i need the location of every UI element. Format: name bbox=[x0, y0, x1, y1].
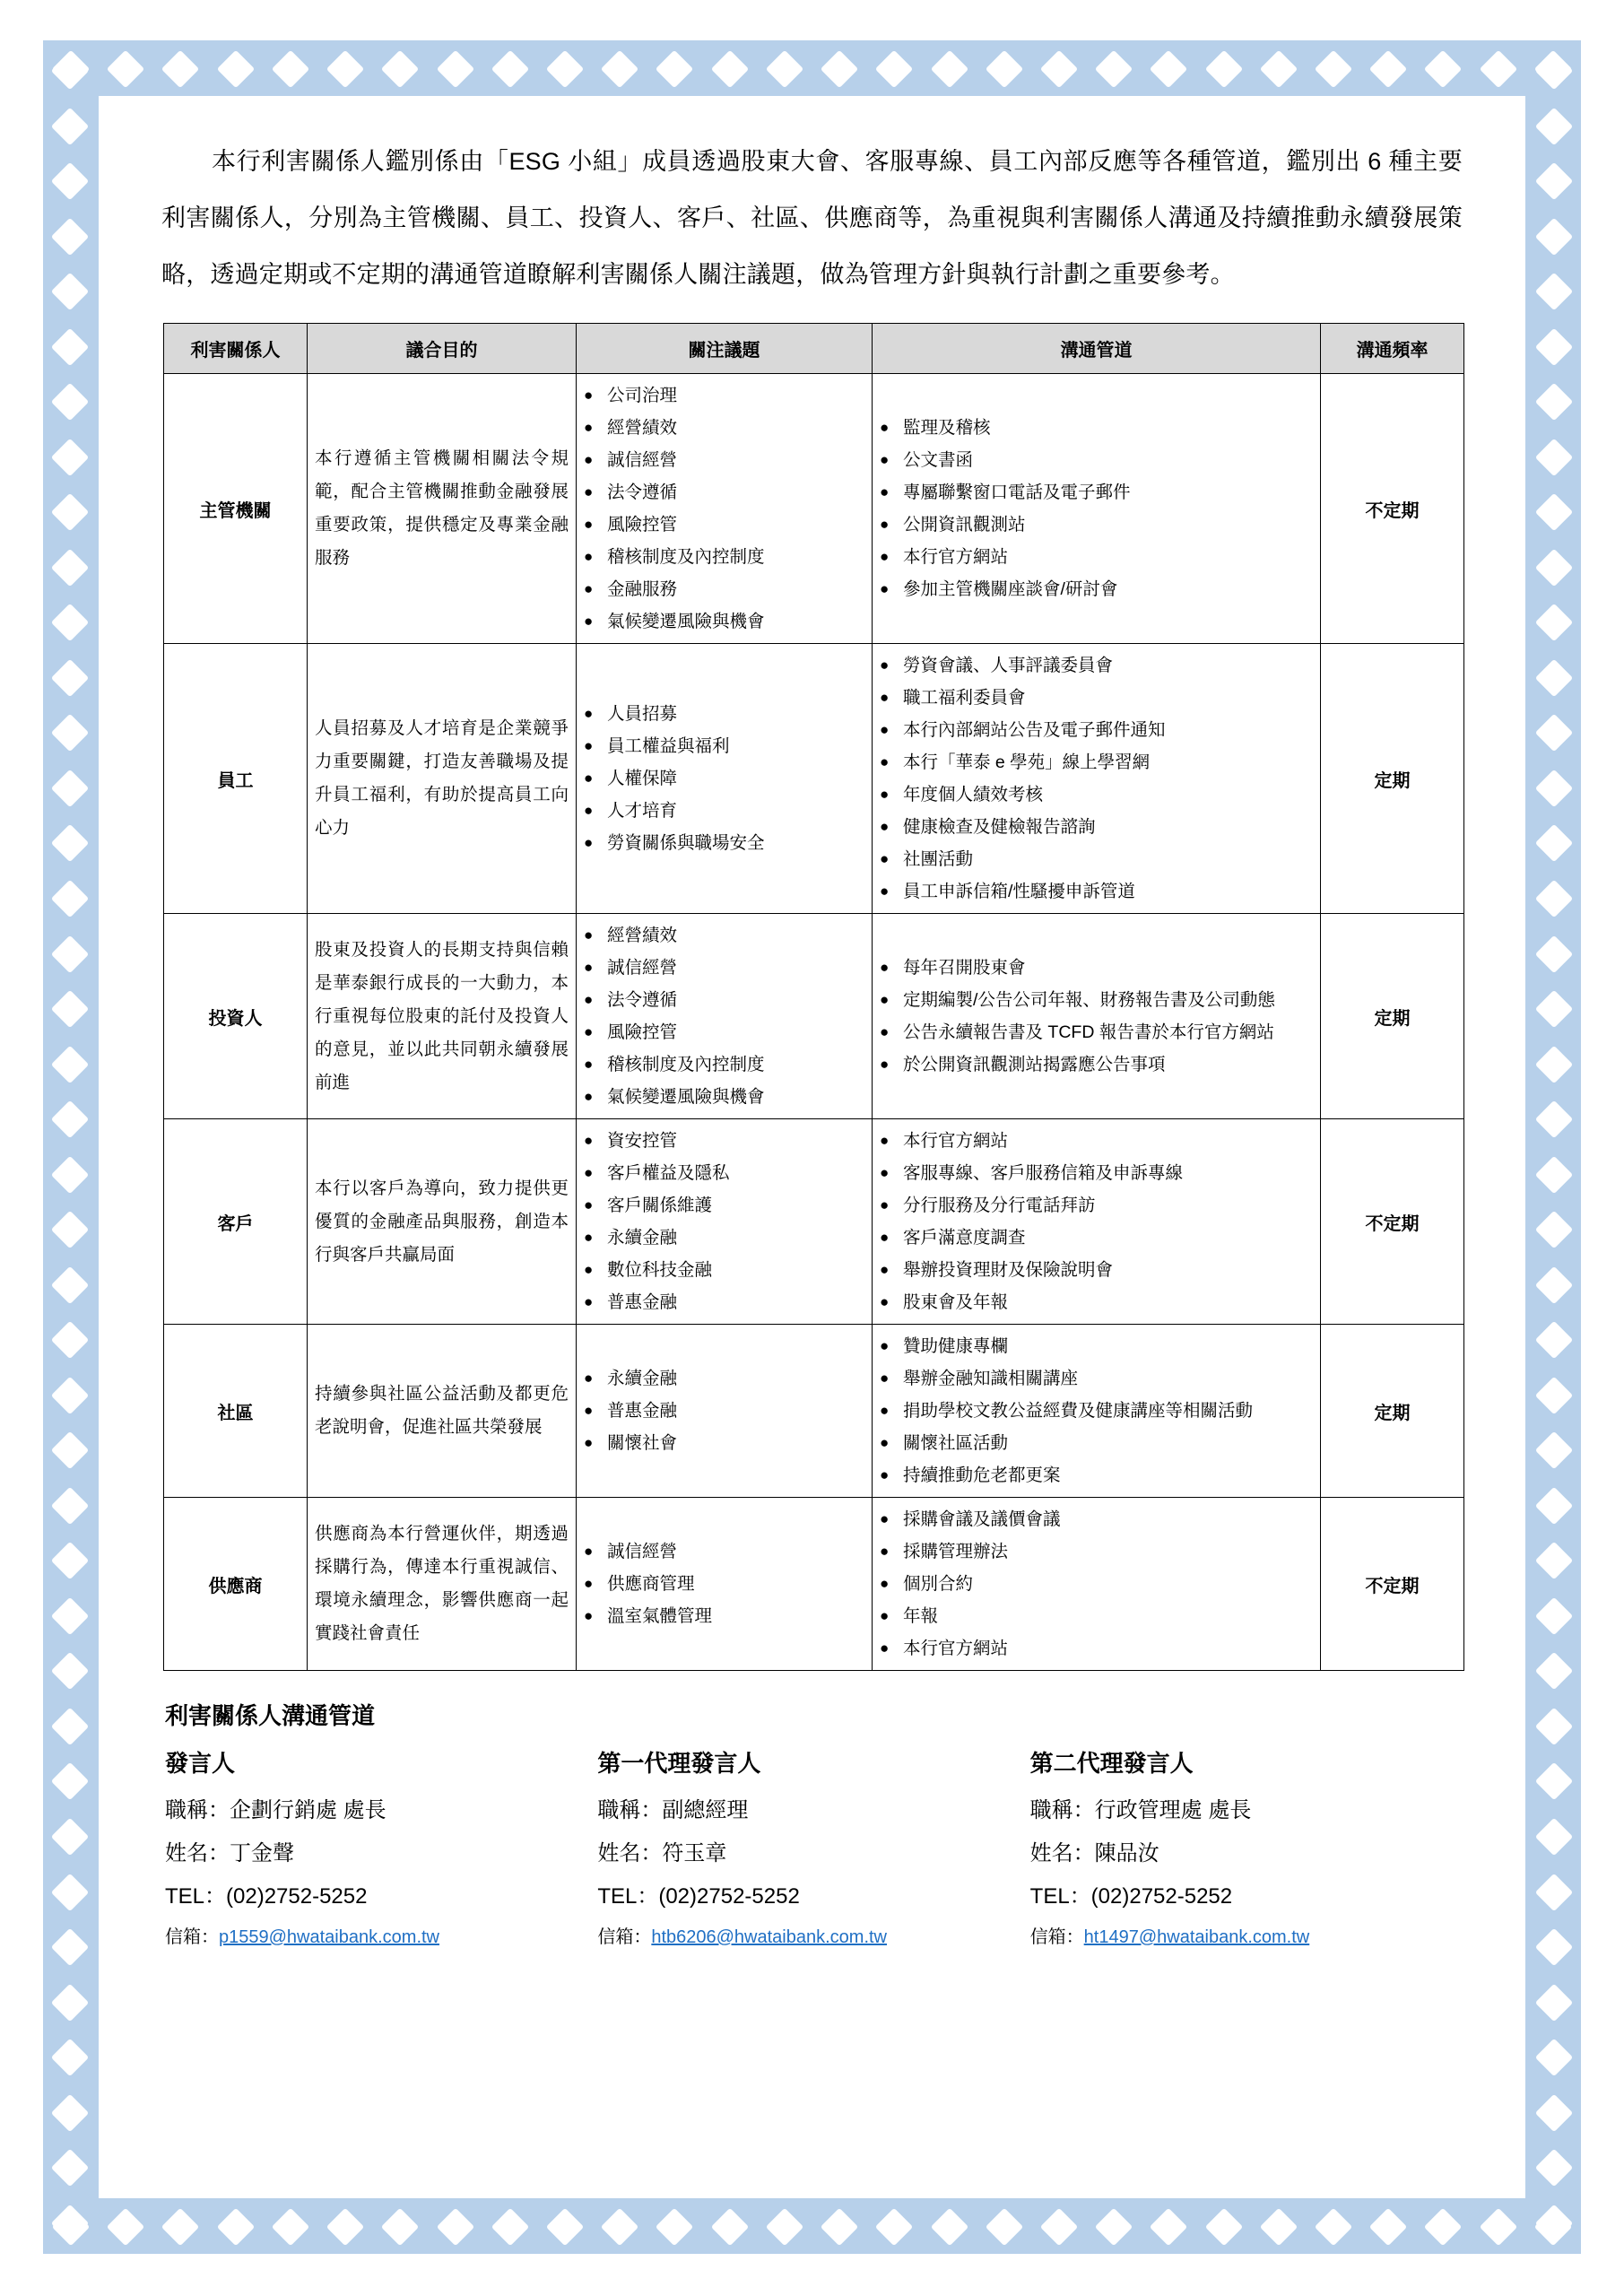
diamond-motif bbox=[1535, 1762, 1573, 1800]
diamond-motif bbox=[1535, 1377, 1573, 1414]
diamond-motif bbox=[326, 50, 364, 88]
list-item: ● 贊助健康專欄 bbox=[880, 1330, 1313, 1362]
diamond-motif bbox=[1204, 50, 1242, 88]
list-item: ● 股東會及年報 bbox=[880, 1286, 1313, 1318]
diamond-motif bbox=[381, 2208, 419, 2246]
diamond-motif bbox=[51, 2039, 89, 2076]
diamond-motif bbox=[1535, 770, 1573, 807]
list-item: ● 本行官方網站 bbox=[880, 1632, 1313, 1665]
cell-purpose: 人員招募及人才培育是企業競爭力重要關鍵，打造友善職場及提升員工福利，有助於提高員工向心力 bbox=[308, 644, 577, 914]
list-item: ● 供應商管理 bbox=[584, 1568, 864, 1600]
column-header-stakeholder: 利害關係人 bbox=[164, 324, 308, 374]
diamond-motif bbox=[51, 824, 89, 862]
list-item: ● 持續推動危老都更案 bbox=[880, 1459, 1313, 1492]
diamond-motif bbox=[51, 1265, 89, 1303]
diamond-motif bbox=[216, 50, 254, 88]
diamond-motif bbox=[161, 2208, 199, 2246]
cell-purpose: 股東及投資人的長期支持與信賴是華泰銀行成長的一大動力，本行重視每位股東的託付及投資人的意見，並以此共同朝永續發展前進 bbox=[308, 914, 577, 1119]
diamond-motif bbox=[51, 714, 89, 752]
diamond-motif bbox=[1479, 2208, 1516, 2246]
contact-block bbox=[597, 1745, 1029, 1956]
diamond-motif bbox=[51, 604, 89, 641]
cell-topics bbox=[577, 1498, 873, 1671]
list-item: ● 公告永續報告書及 TCFD 報告書於本行官方網站 bbox=[880, 1016, 1313, 1048]
diamond-motif bbox=[51, 1708, 89, 1745]
contacts-list bbox=[165, 1745, 1463, 1956]
diamond-motif bbox=[51, 549, 89, 587]
table-body bbox=[164, 374, 1464, 1671]
diamond-motif bbox=[1095, 50, 1133, 88]
list-item: ● 客戶滿意度調查 bbox=[880, 1222, 1313, 1254]
diamond-motif bbox=[1535, 2039, 1573, 2076]
list-item: ● 關懷社區活動 bbox=[880, 1427, 1313, 1459]
diamond-motif bbox=[710, 2208, 748, 2246]
diamond-motif bbox=[1535, 1597, 1573, 1635]
diamond-motif bbox=[1040, 50, 1078, 88]
table-header-row bbox=[164, 324, 1464, 374]
cell-stakeholder: 投資人 bbox=[164, 914, 308, 1119]
diamond-motif bbox=[51, 1321, 89, 1359]
diamond-pattern-top bbox=[52, 55, 1572, 83]
list-item: ● 年報 bbox=[880, 1600, 1313, 1632]
diamond-motif bbox=[1535, 217, 1573, 255]
list-item: ● 永續金融 bbox=[584, 1362, 864, 1395]
diamond-motif bbox=[436, 2208, 473, 2246]
cell-channels-list bbox=[880, 412, 1313, 605]
list-item: ● 分行服務及分行電話拜訪 bbox=[880, 1189, 1313, 1222]
diamond-motif bbox=[51, 1377, 89, 1414]
contact-email-row bbox=[597, 1918, 1029, 1956]
cell-channels-list bbox=[880, 649, 1313, 908]
cell-channels bbox=[873, 914, 1321, 1119]
diamond-motif bbox=[821, 50, 858, 88]
contact-role: 第一代理發言人 bbox=[597, 1750, 761, 1777]
table-row bbox=[164, 1498, 1464, 1671]
list-item: ● 金融服務 bbox=[584, 573, 864, 605]
list-item: ● 年度個人績效考核 bbox=[880, 778, 1313, 811]
list-item: ● 法令遵循 bbox=[584, 476, 864, 509]
cell-topics-list bbox=[584, 919, 864, 1113]
list-item: ● 於公開資訊觀測站揭露應公告事項 bbox=[880, 1048, 1313, 1081]
list-item: ● 風險控管 bbox=[584, 509, 864, 541]
diamond-motif bbox=[1260, 50, 1298, 88]
diamond-motif bbox=[51, 52, 89, 90]
diamond-motif bbox=[1535, 880, 1573, 918]
cell-purpose: 本行以客戶為導向，致力提供更優質的金融產品與服務，創造本行與客戶共贏局面 bbox=[308, 1119, 577, 1325]
contact-email-label: 信箱： bbox=[597, 1927, 652, 1947]
diamond-motif bbox=[1535, 439, 1573, 476]
diamond-motif bbox=[930, 2208, 968, 2246]
diamond-motif bbox=[51, 1762, 89, 1800]
contact-name: 姓名：丁金聲 bbox=[165, 1841, 294, 1866]
list-item: ● 法令遵循 bbox=[584, 984, 864, 1016]
cell-topics bbox=[577, 1119, 873, 1325]
diamond-motif bbox=[1535, 824, 1573, 862]
table-row bbox=[164, 644, 1464, 914]
cell-topics bbox=[577, 644, 873, 914]
diamond-motif bbox=[1260, 2208, 1298, 2246]
list-item: ● 個別合約 bbox=[880, 1568, 1313, 1600]
diamond-motif bbox=[1095, 2208, 1133, 2246]
diamond-motif bbox=[656, 50, 693, 88]
list-item: ● 員工權益與福利 bbox=[584, 730, 864, 762]
diamond-motif bbox=[161, 50, 199, 88]
column-header-purpose: 議合目的 bbox=[308, 324, 577, 374]
diamond-motif bbox=[107, 50, 144, 88]
contact-name: 姓名：符玉章 bbox=[597, 1841, 727, 1866]
diamond-motif bbox=[51, 1487, 89, 1525]
contact-name: 姓名：陳品汝 bbox=[1029, 1841, 1159, 1866]
cell-topics-list bbox=[584, 379, 864, 638]
contacts-footer bbox=[161, 1698, 1463, 1956]
diamond-motif bbox=[51, 659, 89, 697]
list-item: ● 勞資會議、人事評議委員會 bbox=[880, 649, 1313, 682]
diamond-motif bbox=[51, 990, 89, 1028]
cell-frequency: 不定期 bbox=[1321, 1498, 1464, 1671]
list-item: ● 監理及稽核 bbox=[880, 412, 1313, 444]
list-item: ● 數位科技金融 bbox=[584, 1254, 864, 1286]
list-item: ● 專屬聯繫窗口電話及電子郵件 bbox=[880, 476, 1313, 509]
diamond-pattern-bottom bbox=[52, 2213, 1572, 2241]
list-item: ● 普惠金融 bbox=[584, 1286, 864, 1318]
list-item: ● 社團活動 bbox=[880, 843, 1313, 875]
diamond-motif bbox=[272, 2208, 309, 2246]
diamond-motif bbox=[1424, 50, 1462, 88]
diamond-motif bbox=[1535, 1818, 1573, 1856]
diamond-motif bbox=[1535, 1155, 1573, 1193]
cell-topics-list bbox=[584, 1125, 864, 1318]
cell-channels bbox=[873, 1119, 1321, 1325]
contact-block bbox=[1030, 1745, 1463, 1956]
contact-email-row bbox=[165, 1918, 597, 1956]
diamond-motif bbox=[51, 770, 89, 807]
contact-email-label: 信箱： bbox=[165, 1927, 219, 1947]
diamond-motif bbox=[1535, 327, 1573, 365]
list-item: ● 勞資關係與職場安全 bbox=[584, 827, 864, 859]
footer-title: 利害關係人溝通管道 bbox=[165, 1702, 376, 1729]
diamond-motif bbox=[1150, 2208, 1187, 2246]
diamond-motif bbox=[1535, 162, 1573, 200]
column-header-topics: 關注議題 bbox=[577, 324, 873, 374]
diamond-motif bbox=[1535, 604, 1573, 641]
cell-topics-list bbox=[584, 1535, 864, 1632]
cell-stakeholder: 主管機關 bbox=[164, 374, 308, 644]
diamond-motif bbox=[51, 1431, 89, 1469]
diamond-motif bbox=[1535, 714, 1573, 752]
list-item: ● 稽核制度及內控制度 bbox=[584, 1048, 864, 1081]
diamond-motif bbox=[1535, 1431, 1573, 1469]
diamond-motif bbox=[51, 162, 89, 200]
cell-stakeholder: 社區 bbox=[164, 1325, 308, 1498]
diamond-motif bbox=[1535, 659, 1573, 697]
list-item: ● 客戶關係維護 bbox=[584, 1189, 864, 1222]
contact-tel: TEL：(02)2752-5252 bbox=[1029, 1884, 1233, 1909]
diamond-pattern-left bbox=[56, 52, 84, 2242]
list-item: ● 人員招募 bbox=[584, 698, 864, 730]
diamond-motif bbox=[1535, 1100, 1573, 1138]
diamond-motif bbox=[601, 2208, 638, 2246]
diamond-motif bbox=[51, 1818, 89, 1856]
contact-email-row bbox=[1030, 1918, 1463, 1956]
diamond-motif bbox=[1535, 2205, 1573, 2242]
diamond-motif bbox=[1369, 2208, 1407, 2246]
cell-channels-list bbox=[880, 1330, 1313, 1492]
diamond-motif bbox=[381, 50, 419, 88]
diamond-motif bbox=[51, 2149, 89, 2187]
diamond-motif bbox=[1204, 2208, 1242, 2246]
diamond-motif bbox=[51, 1983, 89, 2021]
diamond-motif bbox=[51, 493, 89, 531]
cell-topics bbox=[577, 374, 873, 644]
list-item: ● 資安控管 bbox=[584, 1125, 864, 1157]
diamond-motif bbox=[1424, 2208, 1462, 2246]
diamond-motif bbox=[107, 2208, 144, 2246]
diamond-motif bbox=[272, 50, 309, 88]
diamond-motif bbox=[51, 2205, 89, 2242]
contact-role: 發言人 bbox=[165, 1750, 236, 1777]
list-item: ● 氣候變遷風險與機會 bbox=[584, 605, 864, 638]
cell-topics-list bbox=[584, 698, 864, 859]
list-item: ● 誠信經營 bbox=[584, 1535, 864, 1568]
diamond-motif bbox=[1535, 990, 1573, 1028]
list-item: ● 參加主管機關座談會/研討會 bbox=[880, 573, 1313, 605]
table-row bbox=[164, 374, 1464, 644]
contact-role: 第二代理發言人 bbox=[1029, 1750, 1194, 1777]
contact-job-title: 職稱：副總經理 bbox=[597, 1798, 749, 1822]
diamond-motif bbox=[930, 50, 968, 88]
cell-stakeholder: 員工 bbox=[164, 644, 308, 914]
contact-job-title: 職稱：企劃行銷處 處長 bbox=[165, 1798, 386, 1822]
diamond-motif bbox=[51, 1542, 89, 1579]
diamond-motif bbox=[656, 2208, 693, 2246]
diamond-motif bbox=[875, 50, 913, 88]
diamond-motif bbox=[51, 1597, 89, 1635]
diamond-motif bbox=[51, 935, 89, 972]
diamond-motif bbox=[1535, 1211, 1573, 1248]
list-item: ● 客服專線、客戶服務信箱及申訴專線 bbox=[880, 1157, 1313, 1189]
column-header-channels: 溝通管道 bbox=[873, 324, 1321, 374]
diamond-motif bbox=[216, 2208, 254, 2246]
diamond-motif bbox=[1535, 1321, 1573, 1359]
diamond-motif bbox=[51, 1928, 89, 1966]
cell-purpose: 供應商為本行營運伙伴，期透過採購行為，傳達本行重視誠信、環境永續理念，影響供應商一起實踐社會責任 bbox=[308, 1498, 577, 1671]
list-item: ● 關懷社會 bbox=[584, 1427, 864, 1459]
diamond-motif bbox=[51, 273, 89, 310]
contact-email-link[interactable]: p1559@hwataibank.com.tw bbox=[219, 1927, 439, 1947]
list-item: ● 定期編製/公告公司年報、財務報告書及公司動態 bbox=[880, 984, 1313, 1016]
list-item: ● 誠信經營 bbox=[584, 444, 864, 476]
diamond-motif bbox=[51, 1155, 89, 1193]
diamond-motif bbox=[1535, 549, 1573, 587]
diamond-motif bbox=[491, 50, 529, 88]
diamond-motif bbox=[1535, 1542, 1573, 1579]
diamond-motif bbox=[51, 383, 89, 421]
diamond-motif bbox=[51, 1652, 89, 1690]
list-item: ● 溫室氣體管理 bbox=[584, 1600, 864, 1632]
diamond-motif bbox=[1535, 1652, 1573, 1690]
cell-channels-list bbox=[880, 1503, 1313, 1665]
list-item: ● 本行「華泰 e 學苑」線上學習網 bbox=[880, 746, 1313, 778]
intro-paragraph: 本行利害關係人鑑別係由「ESG 小組」成員透過股東大會、客服專線、員工內部反應等各種管道，鑑別出 6 種主要利害關係人，分別為主管機關、員工、投資人、客戶、社區、供應商等，為重視與利害關係人溝通及持續推動永續發展策略，透過定期或不定期的溝通管道瞭解利害關係人關注議題，做為管理方針與執行計劃之重要參考。 bbox=[161, 148, 1463, 288]
stakeholder-engagement-table bbox=[163, 323, 1464, 1671]
cell-topics-list bbox=[584, 1362, 864, 1459]
diamond-motif bbox=[1535, 2093, 1573, 2131]
diamond-motif bbox=[546, 2208, 584, 2246]
contact-tel: TEL：(02)2752-5252 bbox=[597, 1884, 800, 1909]
diamond-motif bbox=[51, 107, 89, 144]
contact-tel: TEL：(02)2752-5252 bbox=[165, 1884, 368, 1909]
diamond-motif bbox=[51, 217, 89, 255]
list-item: ● 員工申訴信箱/性騷擾申訴管道 bbox=[880, 875, 1313, 908]
diamond-motif bbox=[326, 2208, 364, 2246]
diamond-motif bbox=[51, 1873, 89, 1910]
contact-email-link[interactable]: htb6206@hwataibank.com.tw bbox=[651, 1927, 888, 1947]
diamond-motif bbox=[51, 1045, 89, 1083]
list-item: ● 永續金融 bbox=[584, 1222, 864, 1254]
diamond-motif bbox=[1535, 1708, 1573, 1745]
contact-job-title: 職稱：行政管理處 處長 bbox=[1029, 1798, 1252, 1822]
list-item: ● 健康檢查及健檢報告諮詢 bbox=[880, 811, 1313, 843]
page-content bbox=[99, 96, 1525, 2198]
diamond-pattern-right bbox=[1540, 52, 1568, 2242]
list-item: ● 普惠金融 bbox=[584, 1395, 864, 1427]
cell-stakeholder: 客戶 bbox=[164, 1119, 308, 1325]
diamond-motif bbox=[51, 439, 89, 476]
list-item: ● 本行官方網站 bbox=[880, 541, 1313, 573]
list-item: ● 經營績效 bbox=[584, 412, 864, 444]
list-item: ● 氣候變遷風險與機會 bbox=[584, 1081, 864, 1113]
cell-channels bbox=[873, 1325, 1321, 1498]
cell-frequency: 定期 bbox=[1321, 1325, 1464, 1498]
list-item: ● 舉辦金融知識相關講座 bbox=[880, 1362, 1313, 1395]
list-item: ● 經營績效 bbox=[584, 919, 864, 952]
list-item: ● 職工福利委員會 bbox=[880, 682, 1313, 714]
diamond-motif bbox=[821, 2208, 858, 2246]
list-item: ● 風險控管 bbox=[584, 1016, 864, 1048]
list-item: ● 客戶權益及隱私 bbox=[584, 1157, 864, 1189]
diamond-motif bbox=[51, 327, 89, 365]
list-item: ● 誠信經營 bbox=[584, 952, 864, 984]
diamond-motif bbox=[1535, 383, 1573, 421]
cell-channels bbox=[873, 644, 1321, 914]
list-item: ● 每年召開股東會 bbox=[880, 952, 1313, 984]
diamond-motif bbox=[1315, 50, 1352, 88]
diamond-motif bbox=[51, 880, 89, 918]
diamond-motif bbox=[601, 50, 638, 88]
cell-channels bbox=[873, 1498, 1321, 1671]
cell-frequency: 定期 bbox=[1321, 914, 1464, 1119]
column-header-frequency: 溝通頻率 bbox=[1321, 324, 1464, 374]
contact-email-label: 信箱： bbox=[1029, 1927, 1084, 1947]
diamond-motif bbox=[1535, 2149, 1573, 2187]
list-item: ● 公開資訊觀測站 bbox=[880, 509, 1313, 541]
contact-email-link[interactable]: ht1497@hwataibank.com.tw bbox=[1083, 1927, 1310, 1947]
cell-frequency: 定期 bbox=[1321, 644, 1464, 914]
diamond-motif bbox=[1535, 493, 1573, 531]
table-row bbox=[164, 914, 1464, 1119]
diamond-motif bbox=[875, 2208, 913, 2246]
diamond-motif bbox=[1535, 52, 1573, 90]
diamond-motif bbox=[436, 50, 473, 88]
diamond-motif bbox=[51, 1211, 89, 1248]
diamond-motif bbox=[1315, 2208, 1352, 2246]
list-item: ● 本行官方網站 bbox=[880, 1125, 1313, 1157]
diamond-motif bbox=[1040, 2208, 1078, 2246]
table-row bbox=[164, 1119, 1464, 1325]
diamond-motif bbox=[1535, 1265, 1573, 1303]
diamond-motif bbox=[1369, 50, 1407, 88]
diamond-motif bbox=[766, 2208, 803, 2246]
list-item: ● 人才培育 bbox=[584, 795, 864, 827]
diamond-motif bbox=[710, 50, 748, 88]
diamond-motif bbox=[1535, 107, 1573, 144]
list-item: ● 採購會議及議價會議 bbox=[880, 1503, 1313, 1535]
diamond-motif bbox=[546, 50, 584, 88]
diamond-motif bbox=[1535, 1873, 1573, 1910]
list-item: ● 人權保障 bbox=[584, 762, 864, 795]
cell-topics bbox=[577, 1325, 873, 1498]
list-item: ● 稽核制度及內控制度 bbox=[584, 541, 864, 573]
cell-channels-list bbox=[880, 952, 1313, 1081]
diamond-motif bbox=[491, 2208, 529, 2246]
list-item: ● 捐助學校文教公益經費及健康講座等相關活動 bbox=[880, 1395, 1313, 1427]
diamond-motif bbox=[1535, 1045, 1573, 1083]
diamond-motif bbox=[1535, 273, 1573, 310]
cell-purpose: 持續參與社區公益活動及都更危老說明會，促進社區共榮發展 bbox=[308, 1325, 577, 1498]
list-item: ● 舉辦投資理財及保險說明會 bbox=[880, 1254, 1313, 1286]
diamond-motif bbox=[1150, 50, 1187, 88]
cell-frequency: 不定期 bbox=[1321, 1119, 1464, 1325]
cell-topics bbox=[577, 914, 873, 1119]
list-item: ● 公司治理 bbox=[584, 379, 864, 412]
list-item: ● 公文書函 bbox=[880, 444, 1313, 476]
table-row bbox=[164, 1325, 1464, 1498]
diamond-motif bbox=[986, 2208, 1023, 2246]
list-item: ● 本行內部網站公告及電子郵件通知 bbox=[880, 714, 1313, 746]
contact-block bbox=[165, 1745, 597, 1956]
cell-channels bbox=[873, 374, 1321, 644]
cell-channels-list bbox=[880, 1125, 1313, 1318]
diamond-motif bbox=[1479, 50, 1516, 88]
diamond-motif bbox=[1535, 1928, 1573, 1966]
list-item: ● 採購管理辦法 bbox=[880, 1535, 1313, 1568]
diamond-motif bbox=[51, 2093, 89, 2131]
cell-purpose: 本行遵循主管機關相關法令規範，配合主管機關推動金融發展重要政策，提供穩定及專業金融服務 bbox=[308, 374, 577, 644]
cell-stakeholder: 供應商 bbox=[164, 1498, 308, 1671]
diamond-motif bbox=[986, 50, 1023, 88]
cell-frequency: 不定期 bbox=[1321, 374, 1464, 644]
diamond-motif bbox=[1535, 1487, 1573, 1525]
diamond-motif bbox=[51, 1100, 89, 1138]
diamond-motif bbox=[1535, 1983, 1573, 2021]
diamond-motif bbox=[1535, 935, 1573, 972]
diamond-motif bbox=[766, 50, 803, 88]
